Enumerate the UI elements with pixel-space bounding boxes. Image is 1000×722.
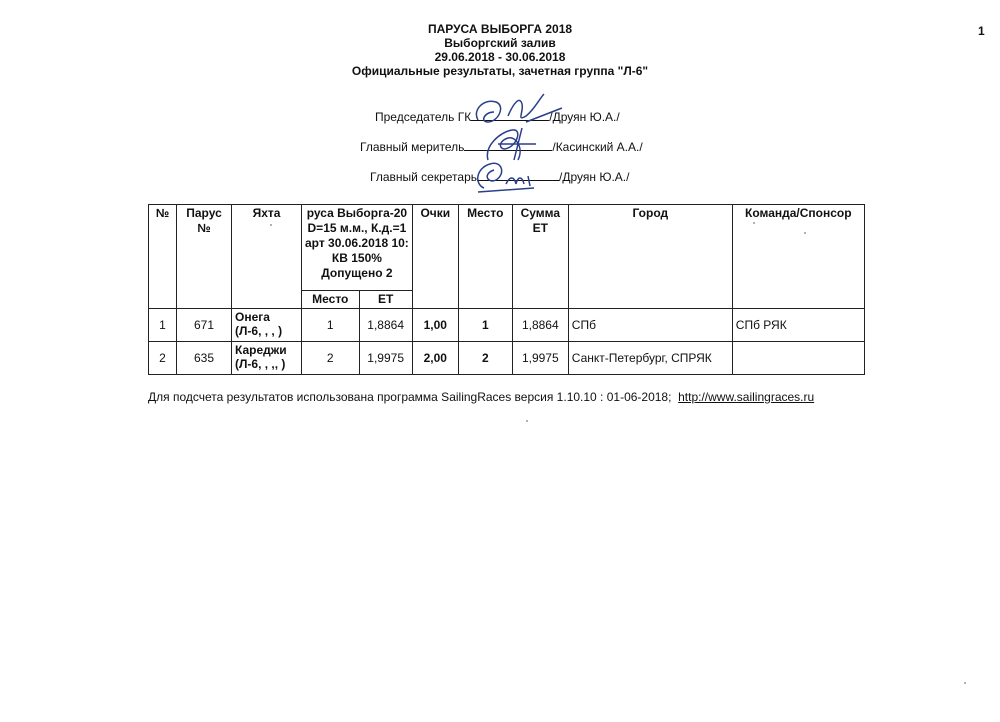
table-row	[149, 342, 865, 375]
race-title: руса Выборга-20	[306, 206, 408, 220]
cell-num: 1	[149, 309, 177, 342]
col-header-sum-et: Сумма ЕТ	[512, 205, 568, 309]
cell-sum-et: 1,8864	[512, 309, 568, 342]
event-title: ПАРУСА ВЫБОРГА 2018	[427, 22, 573, 36]
signature-secretary	[370, 170, 629, 184]
yacht-class: (Л-6, , , )	[235, 324, 283, 338]
signature-name: /Касинский А.А./	[552, 140, 643, 154]
cell-sum-et: 1,9975	[512, 342, 568, 375]
signature-chairman	[375, 110, 620, 124]
scan-speck	[753, 222, 755, 224]
cell-yacht	[232, 342, 302, 375]
cell-city: Санкт-Петербург, СПРЯК	[568, 342, 732, 375]
footer-link[interactable]: http://www.sailingraces.ru	[678, 390, 815, 404]
footer-note	[148, 390, 814, 404]
signature-role: Председатель ГК	[375, 110, 472, 124]
scan-speck	[526, 420, 528, 422]
race-distance: D=15 м.м., К.д.=1	[307, 221, 407, 235]
col-header-race-et: ЕТ	[359, 291, 412, 309]
signature-name: /Друян Ю.А./	[559, 170, 630, 184]
cell-city: СПб	[568, 309, 732, 342]
signature-line	[477, 170, 559, 181]
col-header-team: Команда/Спонсор	[732, 205, 864, 309]
signature-role: Главный меритель	[360, 140, 465, 154]
cell-points: 1,00	[412, 309, 458, 342]
scan-speck	[804, 232, 806, 234]
col-header-sail: Парус №	[177, 205, 232, 309]
race-admitted: Допущено 2	[321, 266, 393, 280]
event-dates: 29.06.2018 - 30.06.2018	[434, 50, 566, 64]
cell-sail: 635	[177, 342, 232, 375]
table-header-row	[149, 205, 865, 291]
signature-measurer	[360, 140, 643, 154]
yacht-name: Онега	[235, 310, 270, 324]
cell-race-place: 2	[302, 342, 360, 375]
event-venue: Выборгский залив	[444, 36, 556, 50]
col-header-points: Очки	[412, 205, 458, 309]
cell-race-place: 1	[302, 309, 360, 342]
signature-line	[471, 110, 549, 121]
scan-speck	[270, 224, 272, 226]
col-header-race-place: Место	[302, 291, 360, 309]
signature-name: /Друян Ю.А./	[549, 110, 620, 124]
yacht-name: Кареджи	[235, 343, 287, 357]
cell-yacht	[232, 309, 302, 342]
cell-team: СПб РЯК	[732, 309, 864, 342]
footer-text: Для подсчета результатов использована программа SailingRaces версия 1.10.10 : 01-06-2018;	[148, 390, 672, 404]
cell-place: 2	[458, 342, 512, 375]
col-header-num: №	[149, 205, 177, 309]
cell-sail: 671	[177, 309, 232, 342]
cell-num: 2	[149, 342, 177, 375]
race-start: арт 30.06.2018 10:	[305, 236, 409, 250]
yacht-class: (Л-6, , ,, )	[235, 357, 286, 371]
signature-role: Главный секретарь	[370, 170, 477, 184]
page-number: 1	[978, 24, 985, 38]
col-header-place: Место	[458, 205, 512, 309]
signature-line	[464, 140, 552, 151]
col-header-city: Город	[568, 205, 732, 309]
results-title: Официальные результаты, зачетная группа "Л-6"	[351, 64, 649, 78]
cell-race-et: 1,8864	[359, 309, 412, 342]
col-header-race	[302, 205, 413, 291]
race-time-limit: КВ 150%	[331, 251, 382, 265]
cell-place: 1	[458, 309, 512, 342]
cell-team	[732, 342, 864, 375]
cell-points: 2,00	[412, 342, 458, 375]
scan-speck	[964, 682, 966, 684]
results-table	[148, 204, 865, 375]
document-header	[0, 22, 1000, 78]
col-header-yacht: Яхта	[232, 205, 302, 309]
table-row	[149, 309, 865, 342]
cell-race-et: 1,9975	[359, 342, 412, 375]
